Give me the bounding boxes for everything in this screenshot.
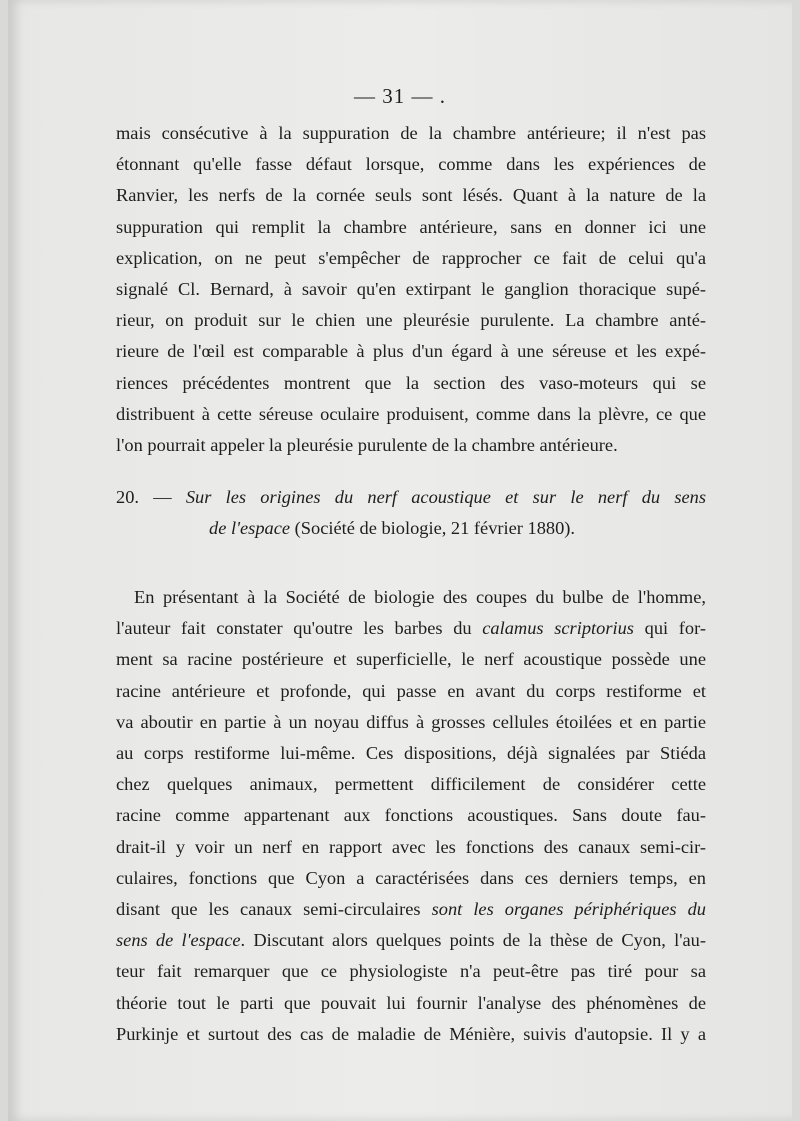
text-line: Ranvier, les nerfs de la cornée seuls sont lésés. Quant à la nature de la [116,185,706,206]
text-line [116,894,706,925]
text-line: rieur, on produit sur le chien une pleurésie purulente. La chambre anté- [116,310,706,331]
text-line: rieure de l'œil est comparable à plus d'un égard à une séreuse et les expé- [116,341,706,362]
paragraph-2 [116,582,706,1050]
text-line: va aboutir en partie à un noyau diffus à grosses cellules étoilées et en partie [116,711,706,732]
text-span: qui for- [633,618,706,639]
text-span: . Discutant alors quelques points de la thèse de Cyon, l'au- [240,930,706,951]
text-line [116,613,706,644]
text-line [116,925,706,956]
text-line: au corps restiforme lui-même. Ces dispositions, déjà signalées par Stiéda [116,743,706,764]
text-line: drait-il y voir un nerf en rapport avec les fonctions des canaux semi-cir- [116,836,706,857]
paragraph-1 [116,118,706,461]
italic-term: calamus scriptorius [482,618,634,639]
book-page [8,0,792,1121]
page-number: — 31 — . [354,84,446,108]
text-line: teur fait remarquer que ce physiologiste n'a peut-être pas tiré pour sa [116,961,706,982]
section-heading [116,482,706,544]
text-line: racine antérieure et profonde, qui passe en avant du corps restiforme et [116,680,706,701]
text-line: ment sa racine postérieure et superficielle, le nerf acoustique possède une [116,649,706,670]
text-line: distribuent à cette séreuse oculaire produisent, comme dans la plèvre, ce que [116,403,706,424]
italic-term: sont les organes périphériques du [431,899,706,920]
text-line: théorie tout le parti que pouvait lui fournir l'analyse des phénomènes de [116,992,706,1013]
section-source: (Société de biologie, 21 février 1880). [294,518,576,538]
text-line: étonnant qu'elle fasse défaut lorsque, comme dans les expériences de [116,154,706,175]
section-number: 20. — [116,487,172,507]
text-line: suppuration qui remplit la chambre antérieure, sans en donner ici une [116,216,706,237]
text-line: culaires, fonctions que Cyon a caractérisées dans ces derniers temps, en [116,867,706,888]
text-line: signalé Cl. Bernard, à savoir qu'en extirpant le ganglion thoracique supé- [116,279,706,300]
section-heading-line-1 [116,482,706,513]
text-line: l'on pourrait appeler la pleurésie purulente de la chambre antérieure. [116,435,618,456]
text-line: En présentant à la Société de biologie des coupes du bulbe de l'homme, [134,587,706,607]
text-span: l'auteur fait constater qu'outre les barbes du [116,618,483,639]
text-line: chez quelques animaux, permettent difficilement de considérer cette [116,774,706,795]
italic-term: sens de l'espace [116,930,241,951]
text-line: racine comme appartenant aux fonctions acoustiques. Sans doute fau- [116,805,706,826]
section-title-italic-end: de l'espace [209,518,291,538]
text-line: mais consécutive à la suppuration de la chambre antérieure; il n'est pas [116,123,706,143]
section-title-italic: Sur les origines du nerf acoustique et sur le nerf du sens [185,487,706,507]
text-line: Purkinje et surtout des cas de maladie de Ménière, suivis d'autopsie. Il y a [116,1023,706,1044]
text-line: riences précédentes montrent que la section des vaso-moteurs qui se [116,372,706,393]
text-span: disant que les canaux semi-circulaires [116,899,432,920]
section-heading-line-2 [116,513,706,544]
text-line: explication, on ne peut s'empêcher de rapprocher ce fait de celui qu'a [116,247,706,268]
